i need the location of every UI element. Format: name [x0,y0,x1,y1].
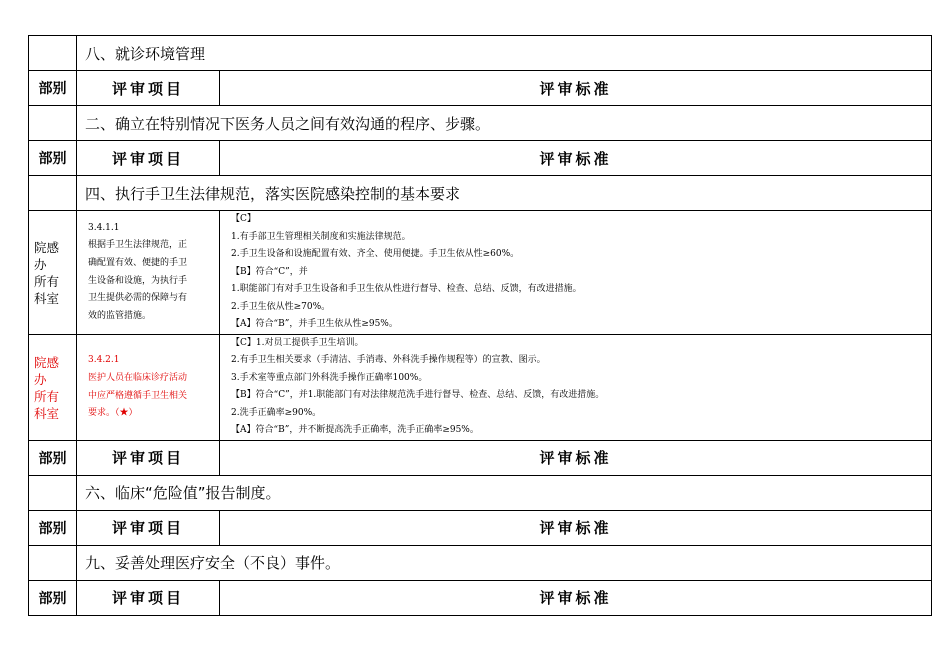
dept-cell [29,211,77,335]
standard-line: 3.手术室等重点部门外科洗手操作正确率100%。 [231,372,428,383]
standard-line: 【C】1.对员工提供手卫生培训。 [231,337,364,348]
header-row [29,580,932,615]
standard-line: 2.有手卫生相关要求（手清洁、手消毒、外科洗手操作规程等）的宣教、图示。 [231,355,546,365]
dept-line: 院感 [34,354,60,370]
section-title: 九、妥善处理医疗安全（不良）事件。 [77,545,932,580]
dept-cell [29,334,77,440]
blank-cell [29,475,77,510]
item-line: 根据手卫生法律规范，正 [88,240,188,251]
standard-cell [220,334,932,440]
section-row [29,176,932,211]
header-row [29,141,932,176]
item-code: 3.4.2.1 [88,355,120,366]
header-dept: 部别 [29,71,77,106]
header-dept: 部别 [29,580,77,615]
header-dept: 部别 [29,510,77,545]
item-line: 卫生提供必需的保障与有 [88,293,188,304]
item-code: 3.4.1.1 [88,222,120,233]
header-standard: 评审标准 [220,71,932,106]
item-line: 生设备和设施，为执行手 [88,275,188,286]
header-item: 评审项目 [77,510,220,545]
blank-cell [29,36,77,71]
header-item: 评审项目 [77,141,220,176]
blank-cell [29,106,77,141]
header-standard: 评审标准 [220,510,932,545]
header-item: 评审项目 [77,71,220,106]
standard-line: 2.手卫生依从性≥70%。 [231,301,331,312]
item-line: 确配置有效、便捷的手卫 [88,258,188,269]
header-row [29,510,932,545]
header-row [29,440,932,475]
standard-line: 【B】符合“C”，并1.职能部门有对法律规范洗手进行督导、检查、总结、反馈，有改进措施。 [231,390,605,400]
item-cell [77,334,220,440]
header-item: 评审项目 [77,440,220,475]
table-row [29,211,932,335]
section-row [29,36,932,71]
dept-line: 所有 [34,388,60,404]
table-row [29,334,932,440]
standard-line: 2.洗手正确率≥90%。 [231,407,322,418]
review-standards-table [28,35,932,616]
standard-line: 1.职能部门有对手卫生设备和手卫生依从性进行督导、检查、总结、反馈，有改进措施。 [231,284,582,294]
standard-line: 1.有手部卫生管理相关制度和实施法律规范。 [231,231,411,242]
standard-line: 【A】符合“B”，并手卫生依从性≥95%。 [231,319,398,329]
item-line: 医护人员在临床诊疗活动 [88,372,188,383]
standard-line: 【C】 [231,214,256,224]
item-line: 要求。（★） [88,408,138,419]
dept-line: 院感 [34,239,60,255]
section-title: 六、临床“危险值”报告制度。 [77,475,932,510]
standard-line: 【A】符合“B”，并不断提高洗手正确率，洗手正确率≥95%。 [231,425,479,435]
header-standard: 评审标准 [220,141,932,176]
section-title: 四、执行手卫生法律规范，落实医院感染控制的基本要求 [77,176,932,211]
dept-line: 科室 [34,405,60,421]
standard-line: 2.手卫生设备和设施配置有效、齐全、使用便捷。手卫生依从性≥60%。 [231,249,520,259]
header-standard: 评审标准 [220,440,932,475]
blank-cell [29,176,77,211]
header-row [29,71,932,106]
blank-cell [29,545,77,580]
standard-line: 【B】符合“C”，并 [231,266,308,277]
section-title: 二、确立在特别情况下医务人员之间有效沟通的程序、步骤。 [77,106,932,141]
section-row [29,106,932,141]
item-line: 效的监管措施。 [88,311,152,322]
header-standard: 评审标准 [220,580,932,615]
header-item: 评审项目 [77,580,220,615]
header-dept: 部别 [29,141,77,176]
item-cell [77,211,220,335]
section-title: 八、就诊环境管理 [77,36,932,71]
dept-line: 所有 [34,273,60,289]
standard-cell [220,211,932,335]
section-row [29,475,932,510]
dept-line: 办 [34,256,47,272]
header-dept: 部别 [29,440,77,475]
dept-line: 办 [34,371,47,387]
dept-line: 科室 [34,290,60,306]
item-line: 中应严格遵循手卫生相关 [88,390,188,401]
section-row [29,545,932,580]
